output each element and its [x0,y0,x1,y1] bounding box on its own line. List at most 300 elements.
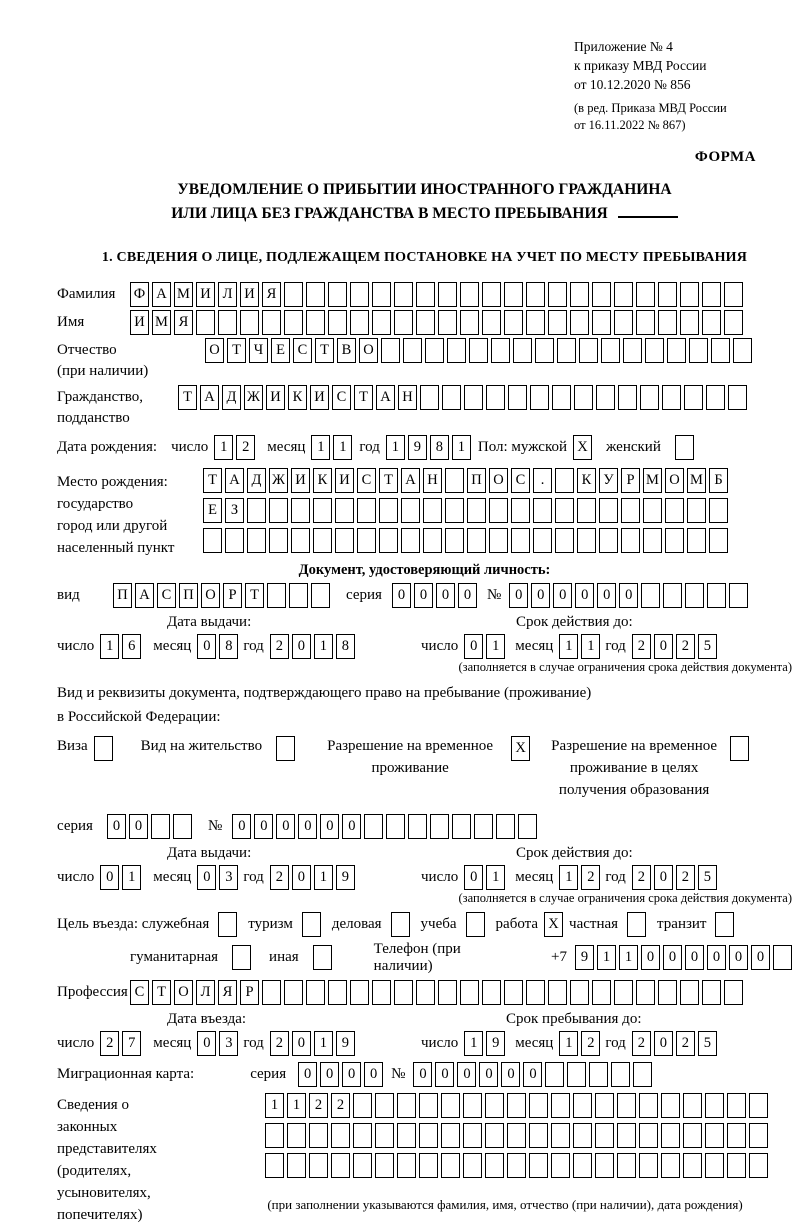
char-cell [773,945,792,970]
char-cell: 0 [457,1062,476,1087]
patronymic-label: Отчество (при наличии) [57,338,205,382]
char-cell: 2 [270,634,289,659]
legal-reps-cells-row2 [265,1123,800,1148]
char-cell: П [179,583,198,608]
appendix-line: Приложение № 4 [574,39,673,54]
char-cell [379,528,398,553]
char-cell [420,385,439,410]
char-cell [709,498,728,523]
purpose-work-label: работа [495,915,539,932]
char-cell [247,498,266,523]
legal-reps-cells [265,1093,800,1213]
char-cell [621,528,640,553]
char-cell [535,338,554,363]
char-cell: 0 [298,814,317,839]
char-cell: Т [354,385,373,410]
day-label: число [421,868,459,885]
char-cell: О [359,338,378,363]
char-cell [728,385,747,410]
char-cell: Т [315,338,334,363]
legal-reps-label: Сведения о законных представителях (родителях, усыновителях, попечителях) [57,1096,157,1223]
identity-doc-heading: Документ, удостоверяющий личность: [298,562,551,579]
expiry-day-cells [464,865,505,890]
residence-permit-option [141,736,295,761]
char-cell: 0 [553,583,572,608]
char-cell [529,1123,548,1148]
char-cell: О [665,468,684,493]
char-cell: 0 [320,814,339,839]
char-cell [486,385,505,410]
surname-cells [130,282,743,307]
char-cell [706,385,725,410]
char-cell: 0 [197,1031,216,1056]
purpose-tourism-checkbox [302,912,321,937]
char-cell [504,282,523,307]
char-cell [685,583,704,608]
day-label: число [171,439,209,456]
validity-note: (заполняется в случае ограничения срока действия документа) [458,890,792,905]
sex-female-label: женский [606,439,661,456]
char-cell [508,385,527,410]
char-cell [442,385,461,410]
char-cell: 0 [435,1062,454,1087]
birth-place-cells-row3 [203,528,728,553]
char-cell [683,1093,702,1118]
char-cell [643,528,662,553]
char-cell: А [401,468,420,493]
char-cell [707,583,726,608]
char-cell [430,814,449,839]
char-cell: М [152,310,171,335]
char-cell [595,1093,614,1118]
entry-year-cells [270,1031,355,1056]
char-cell [687,528,706,553]
regulation-reference [574,38,770,133]
char-cell [687,498,706,523]
char-cell: 0 [464,865,483,890]
char-cell [425,338,444,363]
char-cell: 0 [751,945,770,970]
char-cell: М [687,468,706,493]
doc-number-label: № [486,587,502,604]
char-cell [589,1062,608,1087]
issue-day-cells [100,634,141,659]
char-cell [555,498,574,523]
char-cell [391,912,410,937]
char-cell [579,338,598,363]
char-cell: 5 [698,865,717,890]
char-cell [548,980,567,1005]
char-cell [394,282,413,307]
form-title-line2: ИЛИ ЛИЦА БЕЗ ГРАЖДАНСТВА В МЕСТО ПРЕБЫВАНИЯ [57,202,792,226]
char-cell: К [313,468,332,493]
char-cell [94,736,113,761]
issue-date-heading: Дата выдачи: [167,844,252,861]
char-cell [381,338,400,363]
char-cell [662,385,681,410]
char-cell [284,282,303,307]
char-cell: 0 [729,945,748,970]
form-title-line1: УВЕДОМЛЕНИЕ О ПРИБЫТИИ ИНОСТРАННОГО ГРАЖДАНИНА [177,181,672,199]
char-cell: 1 [314,1031,333,1056]
char-cell [661,1093,680,1118]
char-cell [643,498,662,523]
char-cell [416,980,435,1005]
char-cell [711,338,730,363]
char-cell [618,385,637,410]
purpose-business-label: деловая [331,915,382,932]
order-date-line: от 10.12.2020 № 856 [574,76,691,92]
expiry-date-heading: Срок действия до: [516,614,633,631]
char-cell: С [293,338,312,363]
char-cell [262,310,281,335]
legal-reps-row [57,1093,792,1226]
char-cell [218,912,237,937]
month-label: месяц [515,1034,554,1051]
legal-reps-note: (при заполнении указываются фамилия, имя, отчество (при наличии), дата рождения) [267,1196,743,1212]
char-cell [397,1093,416,1118]
char-cell [689,338,708,363]
char-cell [727,1123,746,1148]
char-cell: 8 [430,435,449,460]
number-label: № [208,817,223,834]
edition-line1: (в ред. Приказа МВД России [574,100,727,115]
birth-place-cells-row1 [203,468,728,493]
char-cell [636,310,655,335]
entry-day-cells [100,1031,141,1056]
char-cell: Н [423,468,442,493]
char-cell [596,385,615,410]
char-cell [267,583,286,608]
char-cell [599,498,618,523]
phone-prefix: +7 [551,949,567,966]
day-label: число [421,638,459,655]
expiry-day-cells [464,634,505,659]
doc-series-cells [392,583,477,608]
char-cell [416,282,435,307]
char-cell [577,528,596,553]
char-cell [151,814,170,839]
migration-number-cells [413,1062,652,1087]
phone-label: Телефон (при наличии) [373,940,461,974]
purpose-private-label: частная [569,915,619,932]
char-cell [489,498,508,523]
char-cell [218,310,237,335]
char-cell [665,528,684,553]
char-cell: А [200,385,219,410]
char-cell: 2 [676,634,695,659]
section1-heading: 1. СВЕДЕНИЯ О ЛИЦЕ, ПОДЛЕЖАЩЕМ ПОСТАНОВКЕ НА УЧЕТ ПО МЕСТУ ПРЕБЫВАНИЯ [101,250,748,266]
purpose-other-label: иная [269,949,299,966]
char-cell: 0 [292,1031,311,1056]
char-cell [350,980,369,1005]
char-cell [661,1153,680,1178]
stay-year-cells [632,1031,717,1056]
issue-date-heading: Дата выдачи: [167,614,252,631]
char-cell: 1 [464,1031,483,1056]
char-cell [627,912,646,937]
sex-male-checkbox [573,435,592,460]
visit-purpose-row [57,912,792,937]
char-cell: 1 [619,945,638,970]
char-cell: У [599,468,618,493]
char-cell [394,310,413,335]
stay-day-cells [464,1031,505,1056]
char-cell [511,528,530,553]
char-cell [709,528,728,553]
char-cell [533,528,552,553]
char-cell [291,498,310,523]
identity-doc-row [57,583,792,608]
char-cell [438,980,457,1005]
char-cell [335,498,354,523]
char-cell [445,498,464,523]
char-cell: Б [709,468,728,493]
char-cell [658,310,677,335]
char-cell: И [291,468,310,493]
birth-place-label-settlement: населенный пункт [57,540,175,557]
char-cell: 8 [336,634,355,659]
char-cell [284,310,303,335]
char-cell: Д [222,385,241,410]
char-cell: А [135,583,154,608]
birth-date-label: Дата рождения: [57,439,158,456]
citizenship-label-line2: подданство [57,410,130,427]
char-cell: К [577,468,596,493]
char-cell: Ж [244,385,263,410]
char-cell [705,1093,724,1118]
month-label: месяц [515,868,554,885]
char-cell: 2 [331,1093,350,1118]
validity-note: (заполняется в случае ограничения срока действия документа) [458,660,792,675]
char-cell [372,980,391,1005]
char-cell: Е [271,338,290,363]
char-cell: 0 [292,865,311,890]
char-cell [463,1093,482,1118]
char-cell: 0 [509,583,528,608]
char-cell [489,528,508,553]
char-cell: Д [247,468,266,493]
char-cell: Р [240,980,259,1005]
char-cell [715,912,734,937]
profession-label: Профессия [57,983,128,1000]
purpose-business-checkbox [391,912,410,937]
char-cell [683,1153,702,1178]
name-cells [130,310,743,335]
expiry-month-cells [559,865,600,890]
residence-doc-options [57,736,792,801]
char-cell [441,1093,460,1118]
char-cell [482,980,501,1005]
char-cell [639,1123,658,1148]
char-cell [357,498,376,523]
year-label: год [605,1034,626,1051]
expiry-date-heading: Срок действия до: [516,844,633,861]
char-cell: 9 [408,435,427,460]
char-cell [552,385,571,410]
char-cell [240,310,259,335]
citizenship-row [57,385,792,429]
char-cell: С [357,468,376,493]
char-cell [357,528,376,553]
char-cell: З [225,498,244,523]
entry-month-cells [197,1031,238,1056]
char-cell: П [467,468,486,493]
char-cell: 0 [392,583,411,608]
char-cell [287,1123,306,1148]
patronymic-label-note: (при наличии) [57,363,149,380]
char-cell [232,945,251,970]
char-cell [276,736,295,761]
day-label: число [57,1034,95,1051]
char-cell [592,282,611,307]
char-cell [702,980,721,1005]
char-cell [447,338,466,363]
month-label: месяц [153,1034,192,1051]
birth-month-cells [311,435,352,460]
char-cell: 1 [314,634,333,659]
residence-doc-line1: Вид и реквизиты документа, подтверждающего право на пребывание (проживание) [57,685,592,702]
char-cell: Л [218,282,237,307]
char-cell [302,912,321,937]
char-cell [548,310,567,335]
char-cell: 0 [129,814,148,839]
char-cell: 0 [523,1062,542,1087]
char-cell [265,1153,284,1178]
char-cell [203,528,222,553]
char-cell [469,338,488,363]
char-cell [306,310,325,335]
char-cell: 8 [219,634,238,659]
stay-month-cells [559,1031,600,1056]
residence-doc-number-row [57,814,792,839]
char-cell: 0 [197,865,216,890]
purpose-study-checkbox [466,912,485,937]
char-cell: 1 [386,435,405,460]
char-cell: 2 [632,1031,651,1056]
char-cell [467,528,486,553]
char-cell [306,282,325,307]
char-cell [379,498,398,523]
char-cell [350,282,369,307]
char-cell [705,1123,724,1148]
char-cell [372,310,391,335]
residence-doc-dates [57,845,792,890]
char-cell: 0 [413,1062,432,1087]
birth-place-cells [203,468,728,553]
char-cell [665,498,684,523]
char-cell [269,498,288,523]
char-cell [419,1153,438,1178]
char-cell [269,528,288,553]
char-cell: 1 [265,1093,284,1118]
char-cell: 0 [232,814,251,839]
birth-date-row [57,435,792,460]
stay-until-heading: Срок пребывания до: [506,1010,642,1027]
char-cell [196,310,215,335]
char-cell [482,310,501,335]
char-cell: В [337,338,356,363]
char-cell [423,528,442,553]
char-cell [675,435,694,460]
char-cell: 0 [707,945,726,970]
char-cell [595,1153,614,1178]
char-cell [595,1123,614,1148]
char-cell: Т [379,468,398,493]
visa-label: Виза [57,738,88,755]
char-cell [397,1153,416,1178]
char-cell: Р [223,583,242,608]
char-cell [573,1093,592,1118]
char-cell [621,498,640,523]
char-cell [729,583,748,608]
char-cell [375,1153,394,1178]
char-cell [749,1093,768,1118]
char-cell [526,310,545,335]
char-cell: 0 [197,634,216,659]
migration-series-cells [298,1062,383,1087]
profession-cells [130,980,743,1005]
char-cell: 0 [342,814,361,839]
char-cell [289,583,308,608]
issue-day-cells [100,865,141,890]
name-row [57,310,792,335]
char-cell [464,385,483,410]
char-cell: 0 [641,945,660,970]
char-cell: 0 [342,1062,361,1087]
char-cell: 2 [581,1031,600,1056]
month-label: месяц [153,868,192,885]
char-cell: 0 [663,945,682,970]
char-cell [247,528,266,553]
char-cell [463,1153,482,1178]
purpose-private-checkbox [627,912,646,937]
char-cell [614,980,633,1005]
temp-permit-option [319,736,530,780]
birth-day-cells [214,435,255,460]
char-cell: 0 [364,1062,383,1087]
char-cell [684,385,703,410]
char-cell: А [376,385,395,410]
char-cell: Н [398,385,417,410]
char-cell [724,282,743,307]
char-cell [401,498,420,523]
char-cell: О [489,468,508,493]
edu-permit-checkbox [730,736,749,761]
char-cell [328,310,347,335]
char-cell: 1 [452,435,471,460]
citizenship-label: Гражданство, подданство [57,385,178,429]
char-cell: И [196,282,215,307]
char-cell [730,736,749,761]
char-cell [592,310,611,335]
char-cell: М [643,468,662,493]
char-cell [394,980,413,1005]
char-cell [460,310,479,335]
char-cell: К [288,385,307,410]
issue-month-cells [197,865,238,890]
char-cell: 1 [559,1031,578,1056]
issue-year-cells [270,865,355,890]
char-cell: Ж [269,468,288,493]
year-label: год [243,868,264,885]
birth-place-row [57,468,792,559]
char-cell [680,980,699,1005]
patronymic-cells [205,338,752,363]
char-cell: А [152,282,171,307]
char-cell: 0 [320,1062,339,1087]
char-cell: Т [203,468,222,493]
